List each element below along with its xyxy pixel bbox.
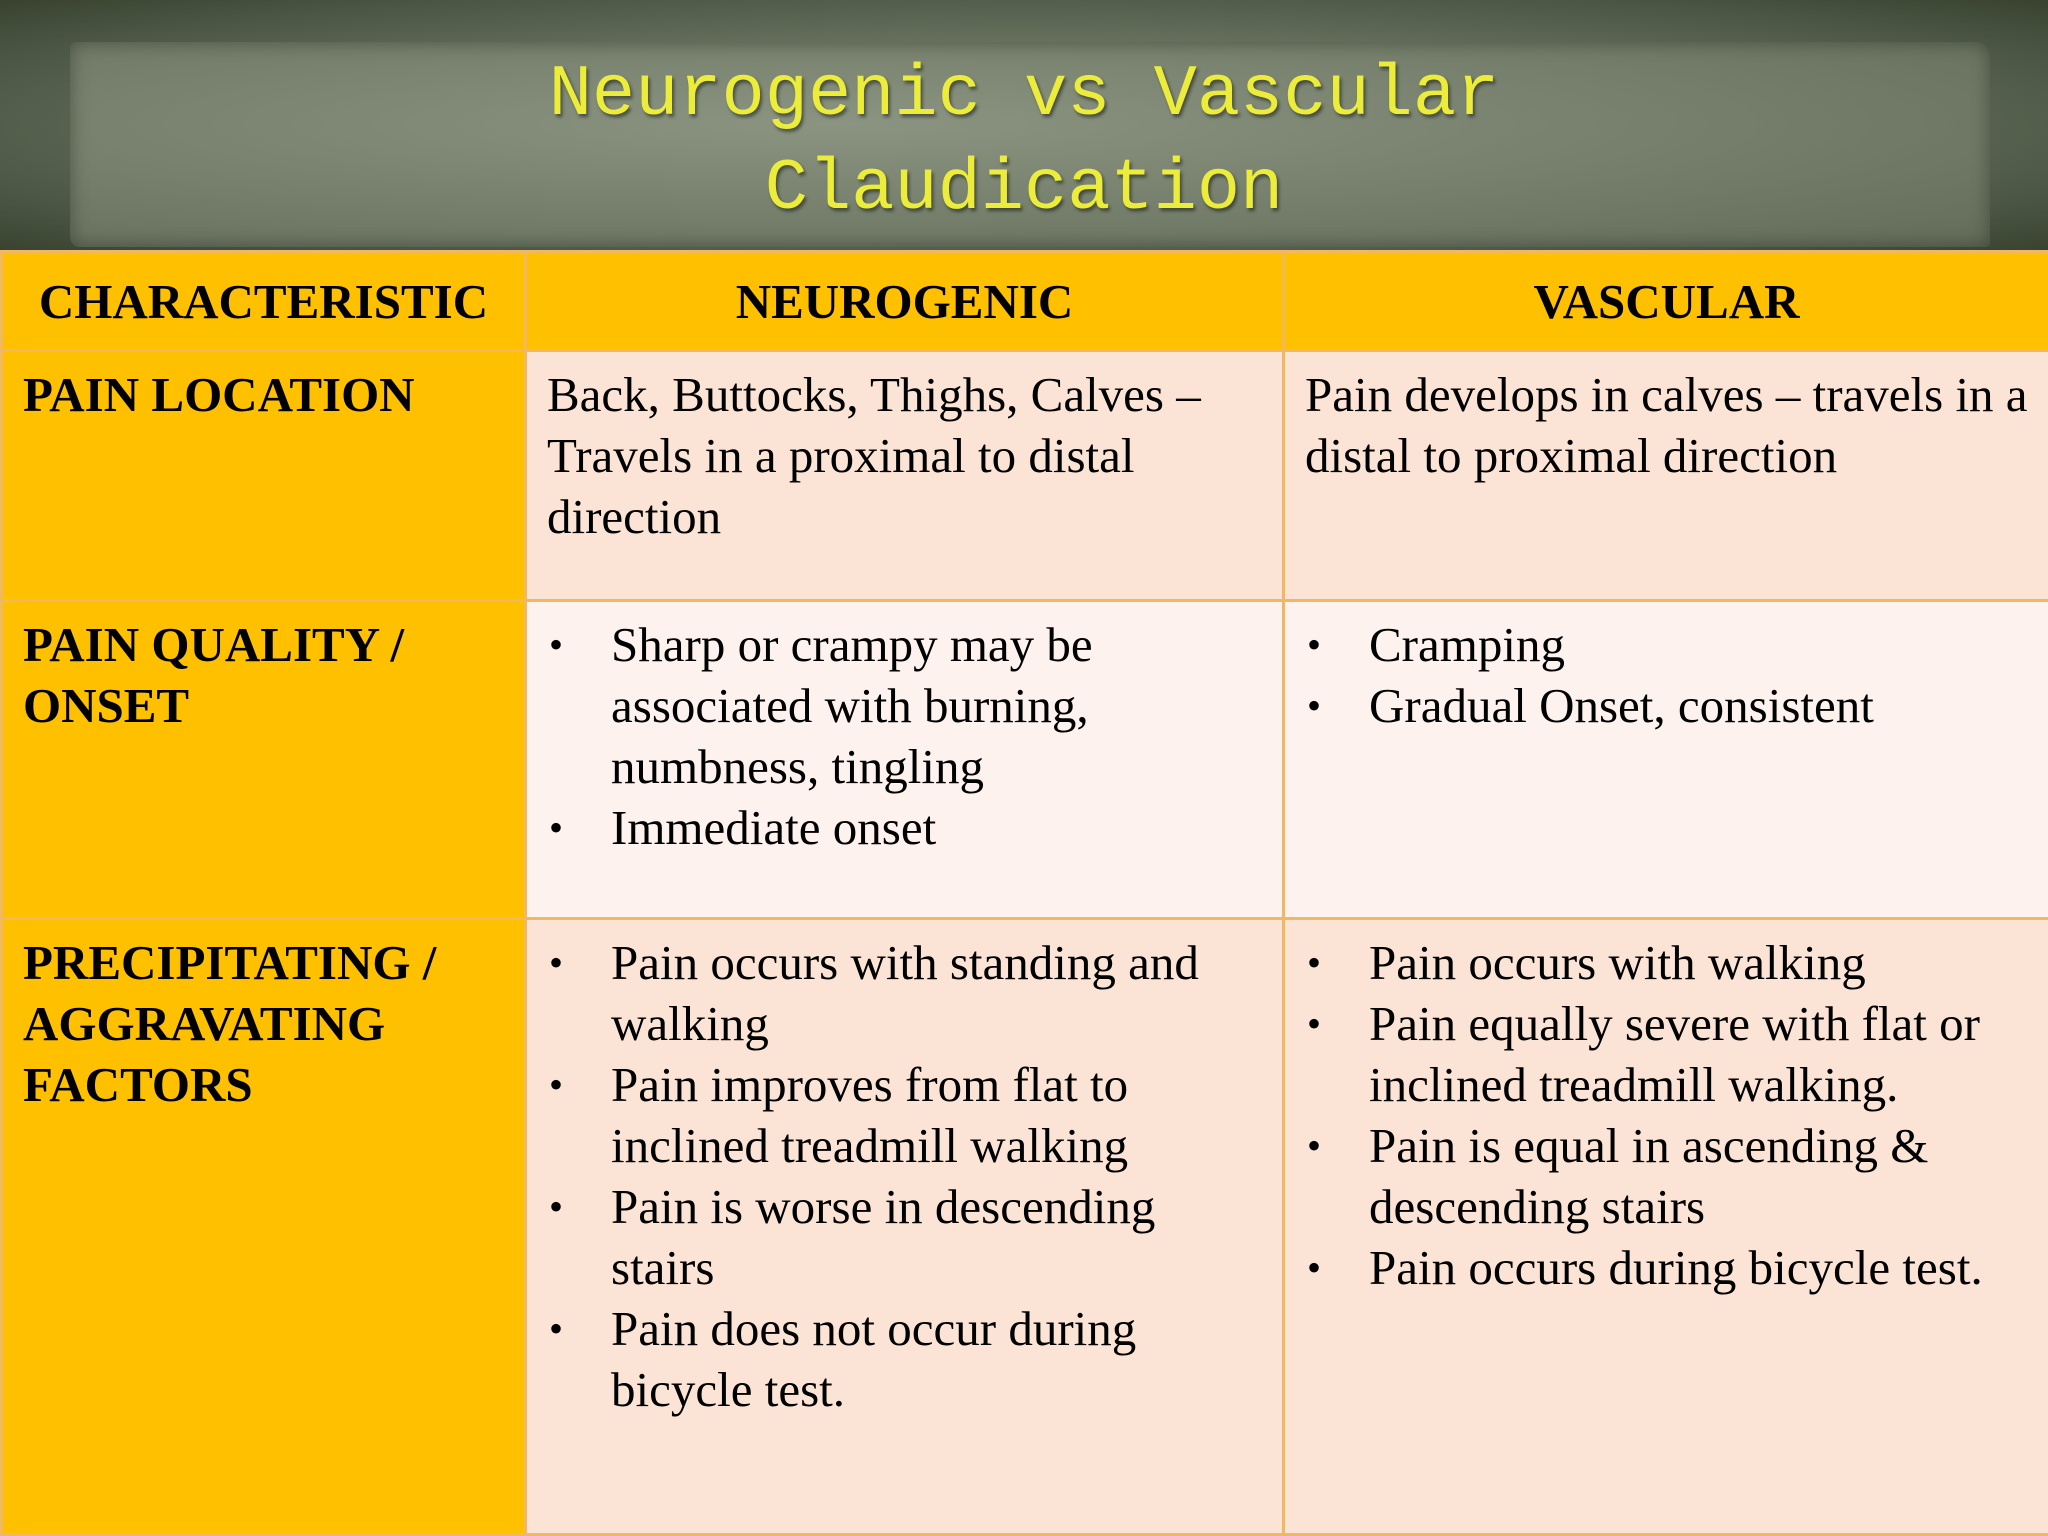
bullet-icon: •: [1307, 683, 1322, 728]
slide-title: [0, 48, 2048, 236]
list-item: [1305, 614, 2028, 675]
list-item: [1305, 1115, 2028, 1237]
bullet-list: [547, 614, 1262, 858]
title-line-2: Claudication: [764, 148, 1284, 230]
bullet-list: [547, 932, 1262, 1420]
list-item-text: Pain does not occur during bicycle test.: [611, 1301, 1137, 1417]
column-header-vascular: VASCULAR: [1284, 252, 2048, 351]
list-item-text: Cramping: [1369, 617, 1565, 672]
list-item: [547, 932, 1262, 1054]
bullet-icon: •: [549, 622, 564, 667]
table-row-precipitating-factors: [2, 919, 2048, 1535]
list-item-text: Pain occurs with walking: [1369, 935, 1866, 990]
list-item: [547, 1176, 1262, 1298]
row-label: PAIN QUALITY / ONSET: [2, 601, 526, 919]
table-row-pain-quality: [2, 601, 2048, 919]
row-label: PAIN LOCATION: [2, 351, 526, 601]
list-item-text: Immediate onset: [611, 800, 937, 855]
row-label: PRECIPITATING / AGGRAVATING FACTORS: [2, 919, 526, 1535]
bullet-list: [1305, 614, 2028, 736]
column-header-characteristic: CHARACTERISTIC: [2, 252, 526, 351]
list-item: [547, 614, 1262, 797]
bullet-icon: •: [549, 1062, 564, 1107]
vascular-cell: Pain develops in calves – travels in a distal to proximal direction: [1284, 351, 2048, 601]
bullet-icon: •: [549, 1184, 564, 1229]
neurogenic-cell: Back, Buttocks, Thighs, Calves – Travels in a proximal to distal direction: [526, 351, 1284, 601]
list-item: [1305, 932, 2028, 993]
title-line-1: Neurogenic vs Vascular: [548, 54, 1500, 136]
bullet-icon: •: [1307, 1001, 1322, 1046]
list-item: [1305, 993, 2028, 1115]
bullet-list: [1305, 932, 2028, 1298]
list-item-text: Pain occurs with standing and walking: [611, 935, 1199, 1051]
list-item: [1305, 1237, 2028, 1298]
bullet-icon: •: [549, 1306, 564, 1351]
bullet-icon: •: [549, 805, 564, 850]
list-item: [547, 797, 1262, 858]
comparison-table: [0, 250, 2048, 1536]
list-item-text: Pain is equal in ascending & descending stairs: [1369, 1118, 1929, 1234]
list-item-text: Sharp or crampy may be associated with burning, numbness, tingling: [611, 617, 1093, 794]
bullet-icon: •: [1307, 1245, 1322, 1290]
table-row-pain-location: [2, 351, 2048, 601]
list-item-text: Gradual Onset, consistent: [1369, 678, 1874, 733]
list-item: [1305, 675, 2028, 736]
bullet-icon: •: [1307, 940, 1322, 985]
vascular-cell: [1284, 601, 2048, 919]
vascular-cell: [1284, 919, 2048, 1535]
list-item-text: Pain equally severe with flat or inclined treadmill walking.: [1369, 996, 1980, 1112]
list-item-text: Pain occurs during bicycle test.: [1369, 1240, 1983, 1295]
list-item: [547, 1054, 1262, 1176]
bullet-icon: •: [1307, 1123, 1322, 1168]
bullet-icon: •: [549, 940, 564, 985]
list-item: [547, 1298, 1262, 1420]
list-item-text: Pain improves from flat to inclined treadmill walking: [611, 1057, 1129, 1173]
list-item-text: Pain is worse in descending stairs: [611, 1179, 1156, 1295]
neurogenic-cell: [526, 601, 1284, 919]
neurogenic-cell: [526, 919, 1284, 1535]
column-header-neurogenic: NEUROGENIC: [526, 252, 1284, 351]
bullet-icon: •: [1307, 622, 1322, 667]
table-header-row: [2, 252, 2048, 351]
